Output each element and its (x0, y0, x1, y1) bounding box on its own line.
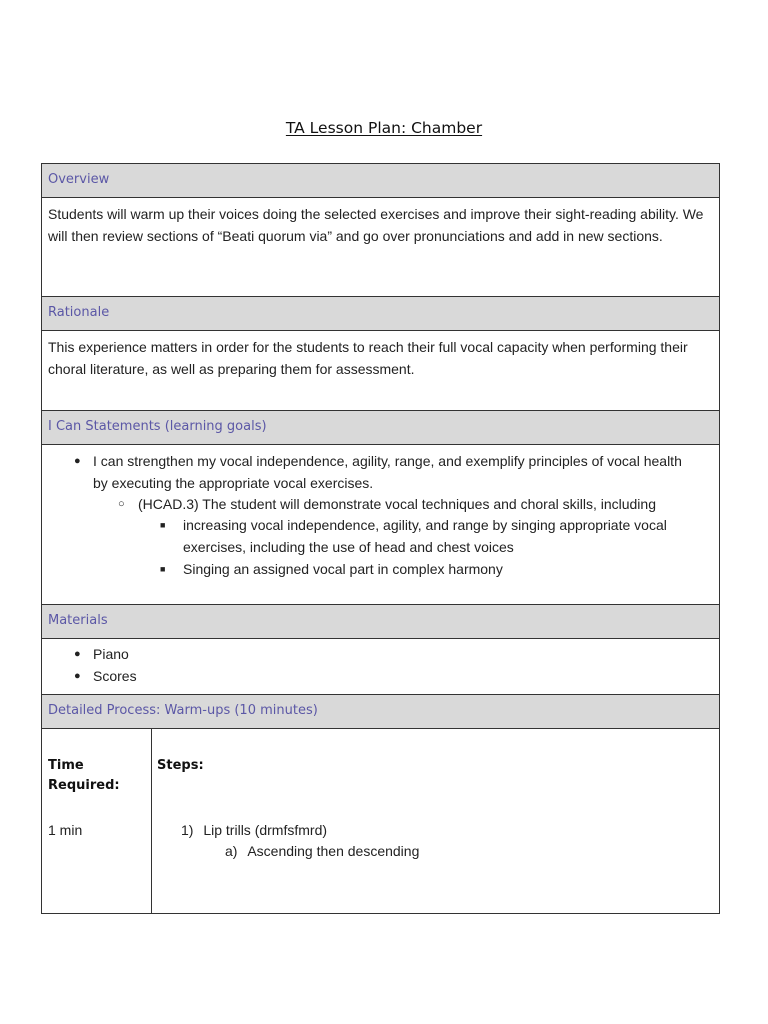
bullet-disc: ● (74, 455, 81, 467)
bullet-square: ■ (160, 564, 166, 574)
time-required-label: Time Required: (48, 758, 120, 793)
bullet-disc: ● (74, 648, 81, 660)
i-can-item-text: I can strengthen my vocal independence, agility, range, and exemplify principles of vocal health by executing the appropriate vocal exercises. (93, 453, 682, 491)
skill-item-text: increasing vocal independence, agility, and range by singing appropriate vocal exercises, including the use of head and chest voices (183, 517, 667, 555)
lesson-plan-table (41, 163, 720, 914)
rationale-body: This experience matters in order for the students to reach their full vocal capacity when performing their choral literature, as well as preparing them for assessment. (42, 331, 719, 411)
materials-item (74, 666, 137, 688)
standard-item (118, 494, 698, 516)
bullet-square: ■ (160, 520, 166, 530)
step-text: Lip trills (drmfsfmrd) (203, 822, 328, 838)
process-header: Detailed Process: Warm-ups (10 minutes) (42, 695, 719, 729)
materials-item-text: Scores (93, 668, 137, 684)
materials-item (74, 644, 129, 666)
steps-label: Steps: (157, 758, 204, 773)
materials-item-text: Piano (93, 646, 129, 662)
i-can-item (74, 451, 693, 494)
sub-step-text: Ascending then descending (247, 843, 420, 859)
sub-step-letter: a) (225, 843, 238, 859)
overview-header: Overview (42, 164, 719, 198)
skill-item-text: Singing an assigned vocal part in complex harmony (183, 561, 503, 577)
column-divider (151, 729, 152, 913)
step-item (181, 820, 327, 842)
standard-item-text: (HCAD.3) The student will demonstrate vocal techniques and choral skills, including (138, 496, 656, 512)
i-can-body (42, 445, 719, 605)
i-can-header: I Can Statements (learning goals) (42, 411, 719, 445)
overview-body: Students will warm up their voices doing the selected exercises and improve their sight-reading ability. We will then review sections of “Beati quorum via” and go over pronunciations and add in new sections. (42, 198, 719, 297)
skill-item (160, 559, 711, 581)
step-number: 1) (181, 822, 194, 838)
sub-step-item (225, 841, 419, 863)
process-body (42, 729, 719, 913)
materials-header: Materials (42, 605, 719, 639)
bullet-disc: ● (74, 670, 81, 682)
document-title: TA Lesson Plan: Chamber (285, 119, 483, 137)
materials-body (42, 639, 719, 695)
bullet-circle: ○ (118, 498, 125, 510)
rationale-header: Rationale (42, 297, 719, 331)
skill-item (160, 515, 711, 558)
time-value: 1 min (48, 822, 83, 838)
